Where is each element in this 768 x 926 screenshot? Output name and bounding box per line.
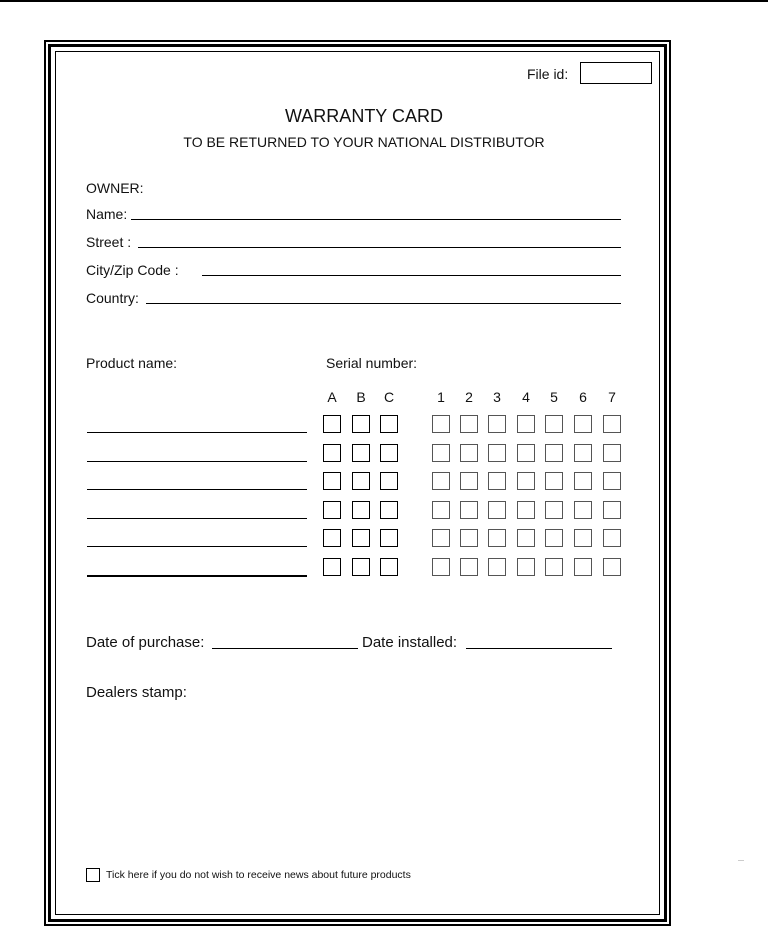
serial-col-number: 7: [608, 389, 616, 405]
scan-speck: [738, 860, 744, 861]
product-name-label: Product name:: [86, 355, 178, 371]
serial-number-box[interactable]: [603, 415, 621, 433]
owner-name-line[interactable]: [131, 219, 621, 220]
serial-col-number: 6: [579, 389, 587, 405]
serial-number-box[interactable]: [517, 415, 535, 433]
serial-letter-box[interactable]: [352, 415, 370, 433]
serial-letter-box[interactable]: [352, 529, 370, 547]
file-id-label: File id:: [527, 66, 569, 82]
opt-out-checkbox[interactable]: [86, 868, 100, 882]
serial-number-box[interactable]: [488, 444, 506, 462]
serial-letter-box[interactable]: [352, 558, 370, 576]
serial-col-number: 2: [465, 389, 473, 405]
serial-letter-box[interactable]: [323, 558, 341, 576]
opt-out-text: Tick here if you do not wish to receive news about future products: [106, 869, 411, 881]
owner-name-label: Name:: [86, 206, 128, 222]
serial-col-letter: C: [383, 389, 395, 405]
serial-number-box[interactable]: [574, 529, 592, 547]
owner-heading: OWNER:: [86, 180, 144, 196]
serial-letter-box[interactable]: [380, 444, 398, 462]
serial-col-number: 3: [493, 389, 501, 405]
serial-number-box[interactable]: [603, 558, 621, 576]
serial-col-number: 5: [550, 389, 558, 405]
serial-number-box[interactable]: [517, 472, 535, 490]
serial-number-box[interactable]: [574, 415, 592, 433]
serial-number-box[interactable]: [517, 558, 535, 576]
serial-letter-box[interactable]: [323, 415, 341, 433]
serial-number-box[interactable]: [517, 529, 535, 547]
date-installed-label: Date installed:: [362, 634, 458, 651]
serial-number-box[interactable]: [574, 444, 592, 462]
date-of-purchase-label: Date of purchase:: [86, 634, 205, 651]
serial-letter-box[interactable]: [323, 444, 341, 462]
file-id-input[interactable]: [580, 62, 652, 84]
card-subtitle: TO BE RETURNED TO YOUR NATIONAL DISTRIBUTOR: [183, 134, 545, 150]
serial-letter-box[interactable]: [380, 472, 398, 490]
serial-number-box[interactable]: [545, 529, 563, 547]
serial-col-letter: A: [327, 389, 337, 405]
product-name-line[interactable]: [87, 432, 307, 433]
serial-letter-box[interactable]: [352, 472, 370, 490]
serial-number-box[interactable]: [488, 472, 506, 490]
serial-number-box[interactable]: [432, 558, 450, 576]
product-name-line[interactable]: [87, 489, 307, 490]
serial-letter-box[interactable]: [380, 529, 398, 547]
serial-number-box[interactable]: [574, 472, 592, 490]
serial-letter-box[interactable]: [380, 501, 398, 519]
serial-col-number: 4: [522, 389, 530, 405]
serial-letter-box[interactable]: [380, 415, 398, 433]
serial-number-box[interactable]: [545, 501, 563, 519]
top-rule: [0, 0, 768, 2]
owner-street-label: Street :: [86, 234, 132, 250]
serial-number-box[interactable]: [517, 444, 535, 462]
serial-col-number: 1: [437, 389, 445, 405]
serial-number-label: Serial number:: [326, 355, 418, 371]
serial-number-box[interactable]: [460, 415, 478, 433]
serial-number-box[interactable]: [603, 444, 621, 462]
owner-country-line[interactable]: [146, 303, 621, 304]
serial-col-letter: B: [356, 389, 366, 405]
owner-street-line[interactable]: [138, 247, 621, 248]
date-installed-line[interactable]: [466, 648, 612, 649]
serial-number-box[interactable]: [488, 415, 506, 433]
owner-country-label: Country:: [86, 290, 139, 306]
serial-number-box[interactable]: [460, 444, 478, 462]
product-name-line[interactable]: [87, 518, 307, 519]
serial-number-box[interactable]: [545, 558, 563, 576]
serial-number-box[interactable]: [432, 529, 450, 547]
serial-number-box[interactable]: [432, 444, 450, 462]
card-title: WARRANTY CARD: [284, 106, 443, 126]
serial-letter-box[interactable]: [380, 558, 398, 576]
serial-number-box[interactable]: [574, 558, 592, 576]
product-name-line[interactable]: [87, 575, 307, 577]
serial-number-box[interactable]: [517, 501, 535, 519]
dealer-stamp-label: Dealers stamp:: [86, 684, 187, 701]
date-of-purchase-line[interactable]: [212, 648, 358, 649]
serial-number-box[interactable]: [603, 529, 621, 547]
owner-city-zip-line[interactable]: [202, 275, 621, 276]
serial-number-box[interactable]: [460, 472, 478, 490]
serial-letter-box[interactable]: [323, 501, 341, 519]
serial-number-box[interactable]: [545, 472, 563, 490]
serial-number-box[interactable]: [432, 472, 450, 490]
serial-number-box[interactable]: [488, 558, 506, 576]
serial-number-box[interactable]: [460, 529, 478, 547]
serial-number-box[interactable]: [488, 501, 506, 519]
serial-letter-box[interactable]: [323, 472, 341, 490]
serial-number-box[interactable]: [488, 529, 506, 547]
serial-number-box[interactable]: [545, 415, 563, 433]
serial-number-box[interactable]: [460, 501, 478, 519]
serial-letter-box[interactable]: [352, 444, 370, 462]
serial-number-box[interactable]: [603, 472, 621, 490]
product-name-line[interactable]: [87, 461, 307, 462]
serial-letter-box[interactable]: [352, 501, 370, 519]
serial-number-box[interactable]: [432, 501, 450, 519]
serial-letter-box[interactable]: [323, 529, 341, 547]
serial-number-box[interactable]: [545, 444, 563, 462]
serial-number-box[interactable]: [603, 501, 621, 519]
serial-number-box[interactable]: [574, 501, 592, 519]
serial-number-box[interactable]: [432, 415, 450, 433]
owner-city-zip-label: City/Zip Code :: [86, 262, 179, 278]
serial-number-box[interactable]: [460, 558, 478, 576]
product-name-line[interactable]: [87, 546, 307, 547]
